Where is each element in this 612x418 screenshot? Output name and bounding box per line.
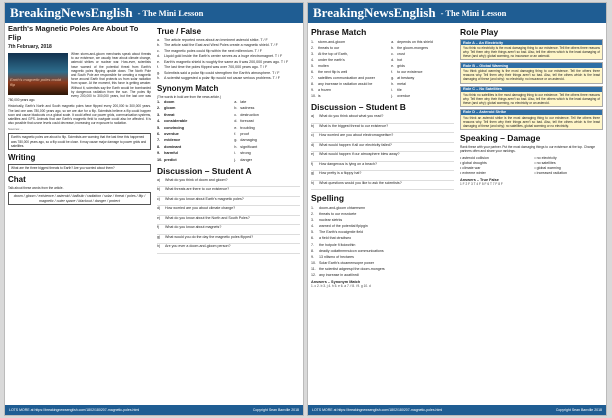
left-column: [311, 24, 454, 403]
discussion-b-list: [311, 114, 454, 190]
phrase-row: 9. a frozen i. tile: [311, 88, 402, 92]
synonym-answers: 1. c 2. b 3. j 4. h 5. e 6. a 7. f 8. i 9. g 10. d: [311, 284, 371, 289]
damage-item: • climate war: [460, 165, 481, 170]
discussion-question: g) What would you do the day the magnetic poles flipped?: [157, 235, 300, 245]
chat-heading: Chat: [8, 175, 26, 185]
synonym-answers-heading: Answers – Synonym Match: [311, 280, 361, 285]
speaking-intro: Rank these with your partner. Put the most damaging things to our existence at the top. Change partners often and share your rankings.: [460, 145, 596, 154]
brand-title[interactable]: BreakingNewsEnglish: [10, 5, 133, 20]
discussion-question: e) What do you know about the North and South Poles?: [157, 216, 300, 226]
article-credit: Sources: ...: [8, 127, 24, 132]
truefalse-item: c. The magnetic poles could flip within the next millennium. T / F: [157, 48, 262, 53]
discussion-question: e) What would happen if our atmosphere blew away?: [311, 152, 454, 162]
synonym-row: 6. overdue f. proof: [157, 131, 249, 136]
worksheet-page-2: [307, 2, 607, 416]
tf-answers-heading: Answers – True False: [460, 178, 499, 183]
truefalse-heading: True / False: [157, 27, 202, 36]
phrase-row: 7. satellites communication and power g. at bestway: [311, 76, 415, 80]
spelling-item: 2. threats to our exsnicete: [311, 212, 357, 217]
phrase-row: 4. under the earth's d. hot: [311, 58, 403, 62]
synonym-row: 1. doom a. late: [157, 99, 247, 104]
right-column: [157, 24, 300, 403]
role-text: You think global warming is the most damaging thing to our existence. Tell the others three reasons why. Tell them why their things aren't so bad. Also, tell the others which is the least damaging of these (and why): no electricity, no insurance or an asteroid.: [463, 69, 600, 82]
truefalse-item: f. The last time the poles flipped was over 700,000 years ago. T / F: [157, 65, 268, 70]
damage-item: • no electricity: [534, 155, 557, 160]
discussion-question: a) What do you think of doom and gloom?: [157, 178, 300, 188]
article-paragraph: When storm-and-gloom merchants speak about threats to our existence, we usually hear about climate change, asteroid strikes or nuclear war. How-ever, scientists have warned of the potential threat from Earth's magnetic poles flipping upside down. The North Pole and South Pole are responsible for creating a magnetic force around Earth that protects us from solar radiation from space. At the moment, this force is getting weaker. Without it, scientists say the Earth would be bombarded by dangerous radiation from the sun. The poles flip every 200,000 to 300,000 years, but the last one was 780,000 years ago.: [8, 52, 151, 103]
synonym-row: 8. dominant h. significant: [157, 144, 258, 149]
article-title: Earth's Magnetic Poles Are About To Flip: [8, 24, 139, 42]
discussion-question: d) How worried are you about climate change?: [157, 206, 300, 216]
spelling-item: 3. nuclear sietrks: [311, 218, 343, 223]
damage-item: • global warming: [534, 165, 561, 170]
spelling-item: 1. doom-and-gloom chtaerrsmn: [311, 206, 366, 210]
discussion-a-heading: Discussion – Student A: [157, 165, 252, 176]
discussion-b-heading: Discussion – Student B: [311, 102, 406, 112]
truefalse-item: b. The article said the East and West Poles create a magnetic shield. T / F: [157, 43, 278, 48]
role-title: Role A – An Electricity: [461, 40, 602, 45]
footer-copyright: Copyright Sean Banville 2018: [252, 408, 299, 412]
role-text: You think no satellites is the most damaging thing to our existence. Tell the others three reasons why. Tell them why their things aren't so bad. Also, tell the others which is the least damaging of these (and why): global warming, no electricity or an asteroid.: [463, 92, 600, 105]
lesson-subtitle: - The Mini Lesson: [137, 8, 204, 18]
role-title: Role C – No Satellites: [461, 87, 602, 92]
phrase-match-table: [311, 39, 454, 99]
truefalse-item: e. Earth's magnetic shield is roughly the same as it was 200,000 years ago. T / F: [157, 59, 289, 64]
synonym-row: 5. convincing e. troubling: [157, 125, 255, 130]
synonym-heading: Synonym Match: [157, 83, 219, 93]
writing-heading: Writing: [8, 153, 36, 163]
chat-words: doom / gloom / existence / asteroid / ballistic / radiation / solar / threat / poles / flip / magnetic / outer space / blackout / danger / protect: [8, 192, 151, 205]
footer-link[interactable]: LOTS MORE at https://breakingnewsenglish.com/1802/180207-magnetic-poles.html: [312, 408, 443, 412]
damage-list: [460, 156, 603, 177]
article-summary-box: Earth's magnetic poles are about to flip. Scientists are warning that the last time this happened was 780,000 years ago, so a flip could be close. It may cause major damage to power grids and satellites.: [8, 133, 151, 150]
synonym-note: (The words in bold are from the news article.): [157, 94, 221, 99]
phrase-row: 5. molten e. grids: [311, 64, 405, 68]
damage-item: • no satellites: [534, 160, 556, 165]
damage-list-right: [534, 156, 603, 177]
damage-item: • asteroid collision: [460, 155, 489, 160]
discussion-question: h) What questions would you like to ask the scientists?: [311, 181, 454, 191]
phrase-row: 8. any increase in radiation would be h. metal: [311, 82, 406, 86]
role-title: Role D – Asteroid Strike: [461, 110, 602, 115]
tf-answers: 1 F 2 F 3 T 4 F 5 F 6 T 7 F 8 F: [460, 182, 503, 187]
page-footer: [5, 405, 303, 415]
damage-list-left: [460, 156, 529, 177]
discussion-question: b) What is the biggest threat to our existence?: [311, 124, 454, 134]
discussion-question: f) How dangerous is lying on a beach?: [311, 162, 454, 172]
discussion-question: c) What do you know about Earth's magnetic poles?: [157, 197, 300, 207]
truefalse-list: [157, 38, 300, 81]
phrase-row: 2. threats to our b. the gloom-mongers: [311, 46, 429, 50]
synonym-row: 9. harmful i. strong: [157, 151, 251, 156]
truefalse-item: a. The article reported news about an imminent asteroid strike. T / F: [157, 38, 268, 42]
page-banner: [5, 3, 303, 23]
discussion-a-list: [157, 178, 300, 254]
right-column: [460, 24, 603, 403]
role-text: You think an asteroid strike is the most damaging thing to our existence. Tell the others three reasons why. Tell them why their things aren't so bad. Also, tell the others which is the least damaging of these (and why): no satellites, global warming or no electricity.: [463, 115, 600, 129]
role-card: [460, 109, 603, 130]
spelling-item: 12. any increase in aoatiinrdi: [311, 273, 359, 278]
phrase-row: 1. storm-and-gloom a. depends on this shield: [311, 40, 433, 44]
spelling-item: 10. Solar Earth's ctoamensopre power: [311, 260, 375, 265]
truefalse-item: h. A scientist suggested a polar flip would not cause serious problems. T / F: [157, 76, 280, 81]
article-photo: [8, 53, 68, 95]
brand-title[interactable]: BreakingNewsEnglish: [313, 5, 436, 20]
discussion-question: c) How worried are you about electromagnetism?: [311, 133, 454, 143]
phrase-row: 3. At the top of Earth, c. crust: [311, 52, 405, 56]
page-footer: [308, 405, 606, 415]
photo-caption: Earth's magnetic poles could flip: [10, 77, 62, 87]
spelling-item: 6. a field that ctrsdtseo: [311, 236, 352, 241]
spelling-item: 4. warned of the potential flpipgin: [311, 224, 368, 229]
discussion-question: h) Are you ever a doom-and-gloom person?: [157, 244, 300, 254]
discussion-question: g) How pretty is a floppy hat?: [311, 171, 454, 181]
lesson-subtitle: - The Mini Lesson: [440, 8, 507, 18]
left-column: [8, 24, 151, 403]
synonym-row: 3. threat c. destruction: [157, 112, 259, 117]
damage-item: • extreme winter: [460, 171, 486, 176]
synonym-row: 7. evidence g. damaging: [157, 138, 257, 143]
phrase-row: 10. is j. overdue: [311, 94, 411, 98]
spelling-item: 9. 13 nllismo of hectares: [311, 254, 354, 259]
article-date: 7th February, 2018: [8, 44, 52, 50]
article-paragraph: Historically, Earth's North and South magnetic poles have flipped every 200,000 to 300,000 years. The last one was 780,000 years ago, so we are due for a flip. Scientists believe a flip could happen soon and cause blackouts on a global scale. It could affect our power grids, communication systems, satellites and GPS. Animals that use Earth's magnetic field to navigate could also be affected. It is also possible that ozone levels could decrease, increasing our exposure to radiation.: [8, 104, 151, 126]
spelling-item: 7. the hotpole fi ltoiwcthin: [311, 242, 356, 247]
spelling-heading: Spelling: [311, 193, 345, 203]
discussion-question: b) What threats are there to our existence?: [157, 187, 300, 197]
truefalse-item: d. Liquid gold inside the Earth's center serves as a huge electromagnet. T / F: [157, 54, 283, 59]
worksheet-page-1: [4, 2, 304, 416]
writing-prompt: What are the three biggest threats to Earth? Are you worried about them?: [8, 164, 151, 172]
damage-item: • increased radiation: [534, 171, 568, 176]
discussion-question: f) What do you know about magnets?: [157, 225, 300, 235]
spelling-item: 5. The Earth's nccaigmtie field: [311, 230, 364, 235]
page-banner: [308, 3, 606, 23]
role-card: [460, 62, 603, 83]
phrase-row: 6. the next flip is well f. to our existence: [311, 70, 423, 74]
footer-link[interactable]: LOTS MORE at https://breakingnewsenglish.com/1802/180207-magnetic-poles.html: [9, 408, 140, 412]
spelling-item: 8. deadly ooiiattnmrnuiccn communications: [311, 248, 384, 253]
role-card: [460, 39, 603, 60]
phrase-match-heading: Phrase Match: [311, 27, 367, 37]
synonym-row: 4. considerable d. forecast: [157, 119, 254, 124]
synonym-row: 2. gloom b. sadness: [157, 106, 255, 111]
role-text: You think no electricity is the most damaging thing to our existence. Tell the others three reasons why. Tell them why their things aren't so bad. Also, tell the others which is the least damaging of these (and why): global warming, no insurance or an asteroid.: [463, 46, 600, 59]
role-title: Role B – Global Warming: [461, 63, 602, 68]
speaking-heading: Speaking – Damage: [460, 133, 541, 144]
truefalse-item: g. Scientists said a polar flip could strengthen the Earth's atmosphere. T / F: [157, 70, 280, 75]
chat-prompt: Talk about these words from the article.: [8, 186, 64, 191]
discussion-question: a) What do you think about what you read?: [311, 114, 454, 124]
roleplay-heading: Role Play: [460, 27, 499, 37]
footer-copyright: Copyright Sean Banville 2018: [555, 408, 602, 412]
spelling-list: [311, 205, 454, 278]
role-card: [460, 86, 603, 107]
discussion-question: d) What would happen if all our electricity failed?: [311, 143, 454, 153]
synonym-row: 10. predict j. danger: [157, 157, 253, 162]
damage-item: • global droughts: [460, 160, 487, 165]
synonym-table: [157, 99, 300, 163]
spelling-item: 11. the scientist adgeespi the doom-mongers: [311, 266, 385, 271]
